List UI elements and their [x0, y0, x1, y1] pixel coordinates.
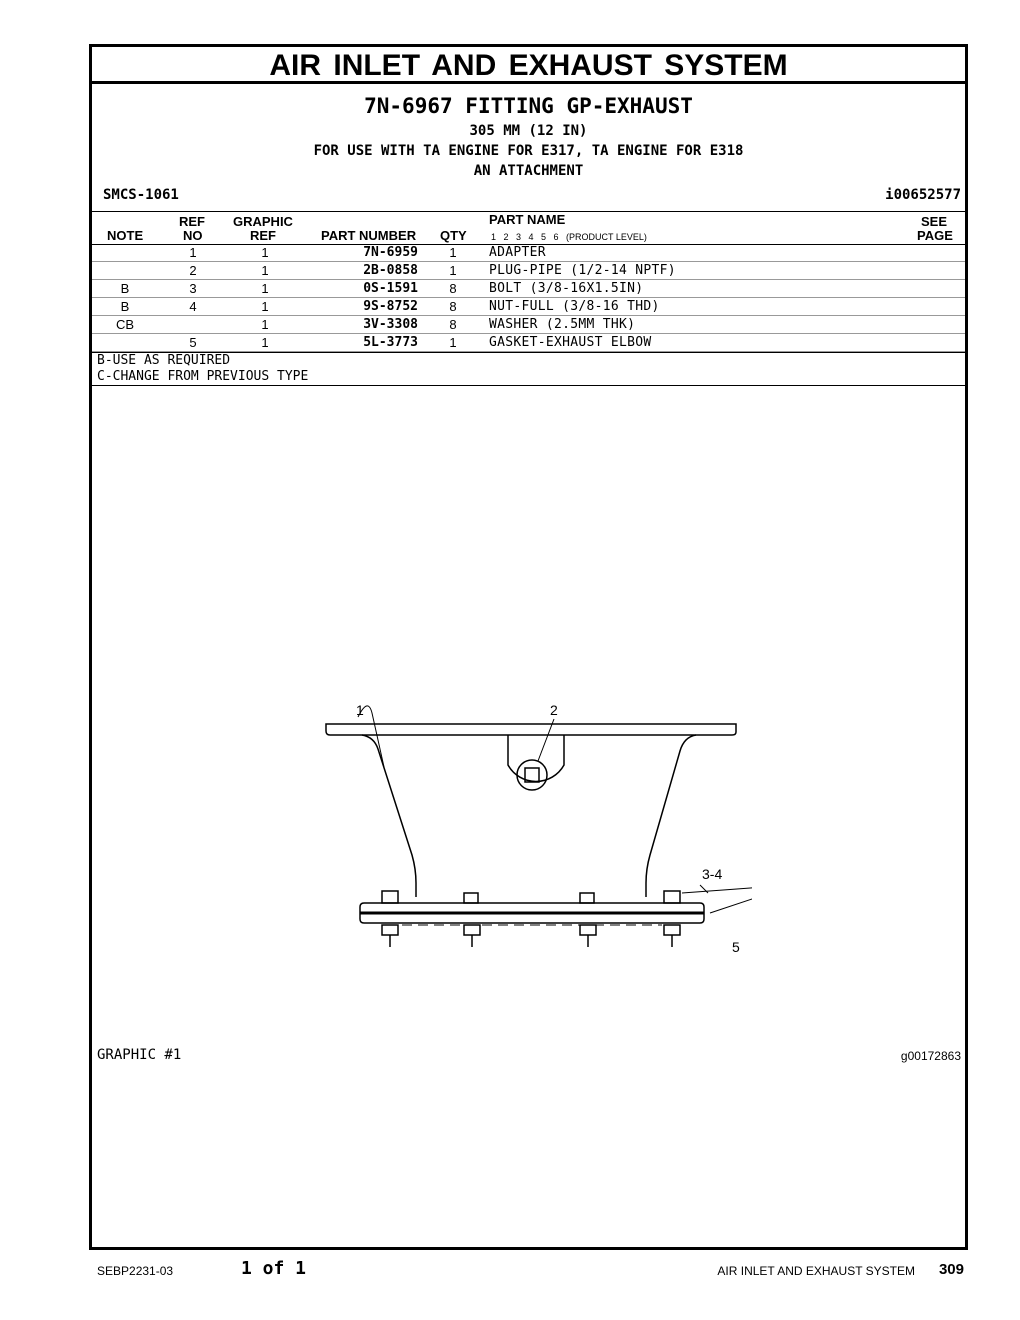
nut: [580, 925, 596, 935]
header-product-levels: 1 2 3 4 5 6 (PRODUCT LEVEL): [491, 232, 647, 242]
size-line: 305 MM (12 IN): [469, 123, 588, 139]
row-qty: 8: [449, 281, 457, 296]
table-row[interactable]: [92, 262, 965, 280]
top-flange: [326, 724, 736, 735]
smcs-code: SMCS-1061: [103, 187, 179, 203]
exhaust-fitting-diagram: [312, 657, 752, 997]
footer-page-of: 1 of 1: [241, 1258, 307, 1279]
row-ref: 5: [189, 335, 197, 350]
header-ref-top: REF: [179, 214, 205, 229]
row-ref: 2: [189, 263, 197, 278]
nut: [382, 925, 398, 935]
row-graphic: 1: [261, 245, 269, 260]
illustration-id: i00652577: [885, 187, 961, 203]
bolt-head: [464, 893, 478, 903]
leader-5: [710, 889, 752, 913]
bolt-head: [580, 893, 594, 903]
row-graphic: 1: [261, 317, 269, 332]
row-note: B: [120, 281, 130, 296]
usage-line: FOR USE WITH TA ENGINE FOR E317, TA ENGINE FOR E318: [313, 143, 744, 159]
note-line: C-CHANGE FROM PREVIOUS TYPE: [97, 369, 309, 384]
leader-2: [538, 719, 554, 761]
attachment-line: AN ATTACHMENT: [473, 163, 584, 179]
row-note: B: [120, 299, 130, 314]
row-qty: 8: [449, 299, 457, 314]
left-leg: [362, 735, 416, 897]
header-graphic-top: GRAPHIC: [233, 214, 293, 229]
row-part-name: NUT-FULL (3/8-16 THD): [489, 299, 660, 314]
row-ref: 4: [189, 299, 197, 314]
row-qty: 1: [449, 335, 457, 350]
note-line: B-USE AS REQUIRED: [97, 353, 231, 368]
callout-2: 2: [550, 702, 558, 718]
row-qty: 8: [449, 317, 457, 332]
leader-34: [682, 885, 752, 893]
table-row[interactable]: [92, 244, 965, 262]
nut: [464, 925, 480, 935]
row-qty: 1: [449, 263, 457, 278]
section-title: AIR INLET AND EXHAUST SYSTEM: [92, 47, 965, 84]
footer-page-number: 309: [938, 1261, 964, 1278]
row-part-number: 5L-3773: [363, 335, 418, 350]
group-number: 7N-6967: [364, 94, 453, 118]
row-part-name: GASKET-EXHAUST ELBOW: [489, 335, 652, 350]
row-part-name: BOLT (3/8-16X1.5IN): [489, 281, 644, 296]
group-name: FITTING GP-EXHAUST: [465, 94, 693, 118]
row-graphic: 1: [261, 299, 269, 314]
row-graphic: 1: [261, 281, 269, 296]
row-qty: 1: [449, 245, 457, 260]
header-note: NOTE: [107, 228, 144, 243]
bolt-head: [664, 891, 680, 903]
callout-1: 1: [356, 702, 364, 718]
graphic-label: GRAPHIC #1: [97, 1047, 182, 1063]
footer-section: AIR INLET AND EXHAUST SYSTEM: [717, 1264, 915, 1278]
table-row[interactable]: [92, 298, 965, 316]
group-title-line: [92, 94, 965, 118]
callout-3-4: 3-4: [702, 866, 723, 882]
row-part-name: PLUG-PIPE (1/2-14 NPTF): [489, 263, 676, 278]
right-leg: [646, 735, 696, 897]
page-frame: [89, 44, 968, 1250]
row-part-number: 3V-3308: [363, 317, 418, 332]
table-row[interactable]: [92, 334, 965, 352]
header-qty: QTY: [440, 228, 467, 243]
nut: [664, 925, 680, 935]
graphic-id: g00172863: [900, 1049, 961, 1063]
header-ref-bottom: NO: [183, 228, 203, 243]
row-part-number: 0S-1591: [363, 281, 418, 296]
notes-block: [92, 352, 965, 386]
table-row[interactable]: [92, 280, 965, 298]
header-graphic-bottom: REF: [250, 228, 276, 243]
header-part-number: PART NUMBER: [321, 228, 417, 243]
bolt-head: [382, 891, 398, 903]
header-part-name: PART NAME: [489, 212, 566, 227]
row-part-name: ADAPTER: [489, 245, 546, 260]
row-note: CB: [115, 317, 135, 332]
row-part-number: 9S-8752: [363, 299, 418, 314]
footer-doc-number: SEBP2231-03: [97, 1264, 174, 1278]
callout-5: 5: [732, 939, 740, 955]
row-part-name: WASHER (2.5MM THK): [489, 317, 636, 332]
table-header: [92, 212, 965, 244]
table-row[interactable]: [92, 316, 965, 334]
row-ref: 1: [189, 245, 197, 260]
plug-ring: [517, 760, 547, 790]
row-part-number: 7N-6959: [363, 245, 418, 260]
row-ref: 3: [189, 281, 197, 296]
header-see-bottom: PAGE: [917, 228, 953, 243]
header-see-top: SEE: [921, 214, 948, 229]
group-header: [92, 84, 965, 212]
row-part-number: 2B-0858: [363, 263, 418, 278]
row-graphic: 1: [261, 263, 269, 278]
row-graphic: 1: [261, 335, 269, 350]
